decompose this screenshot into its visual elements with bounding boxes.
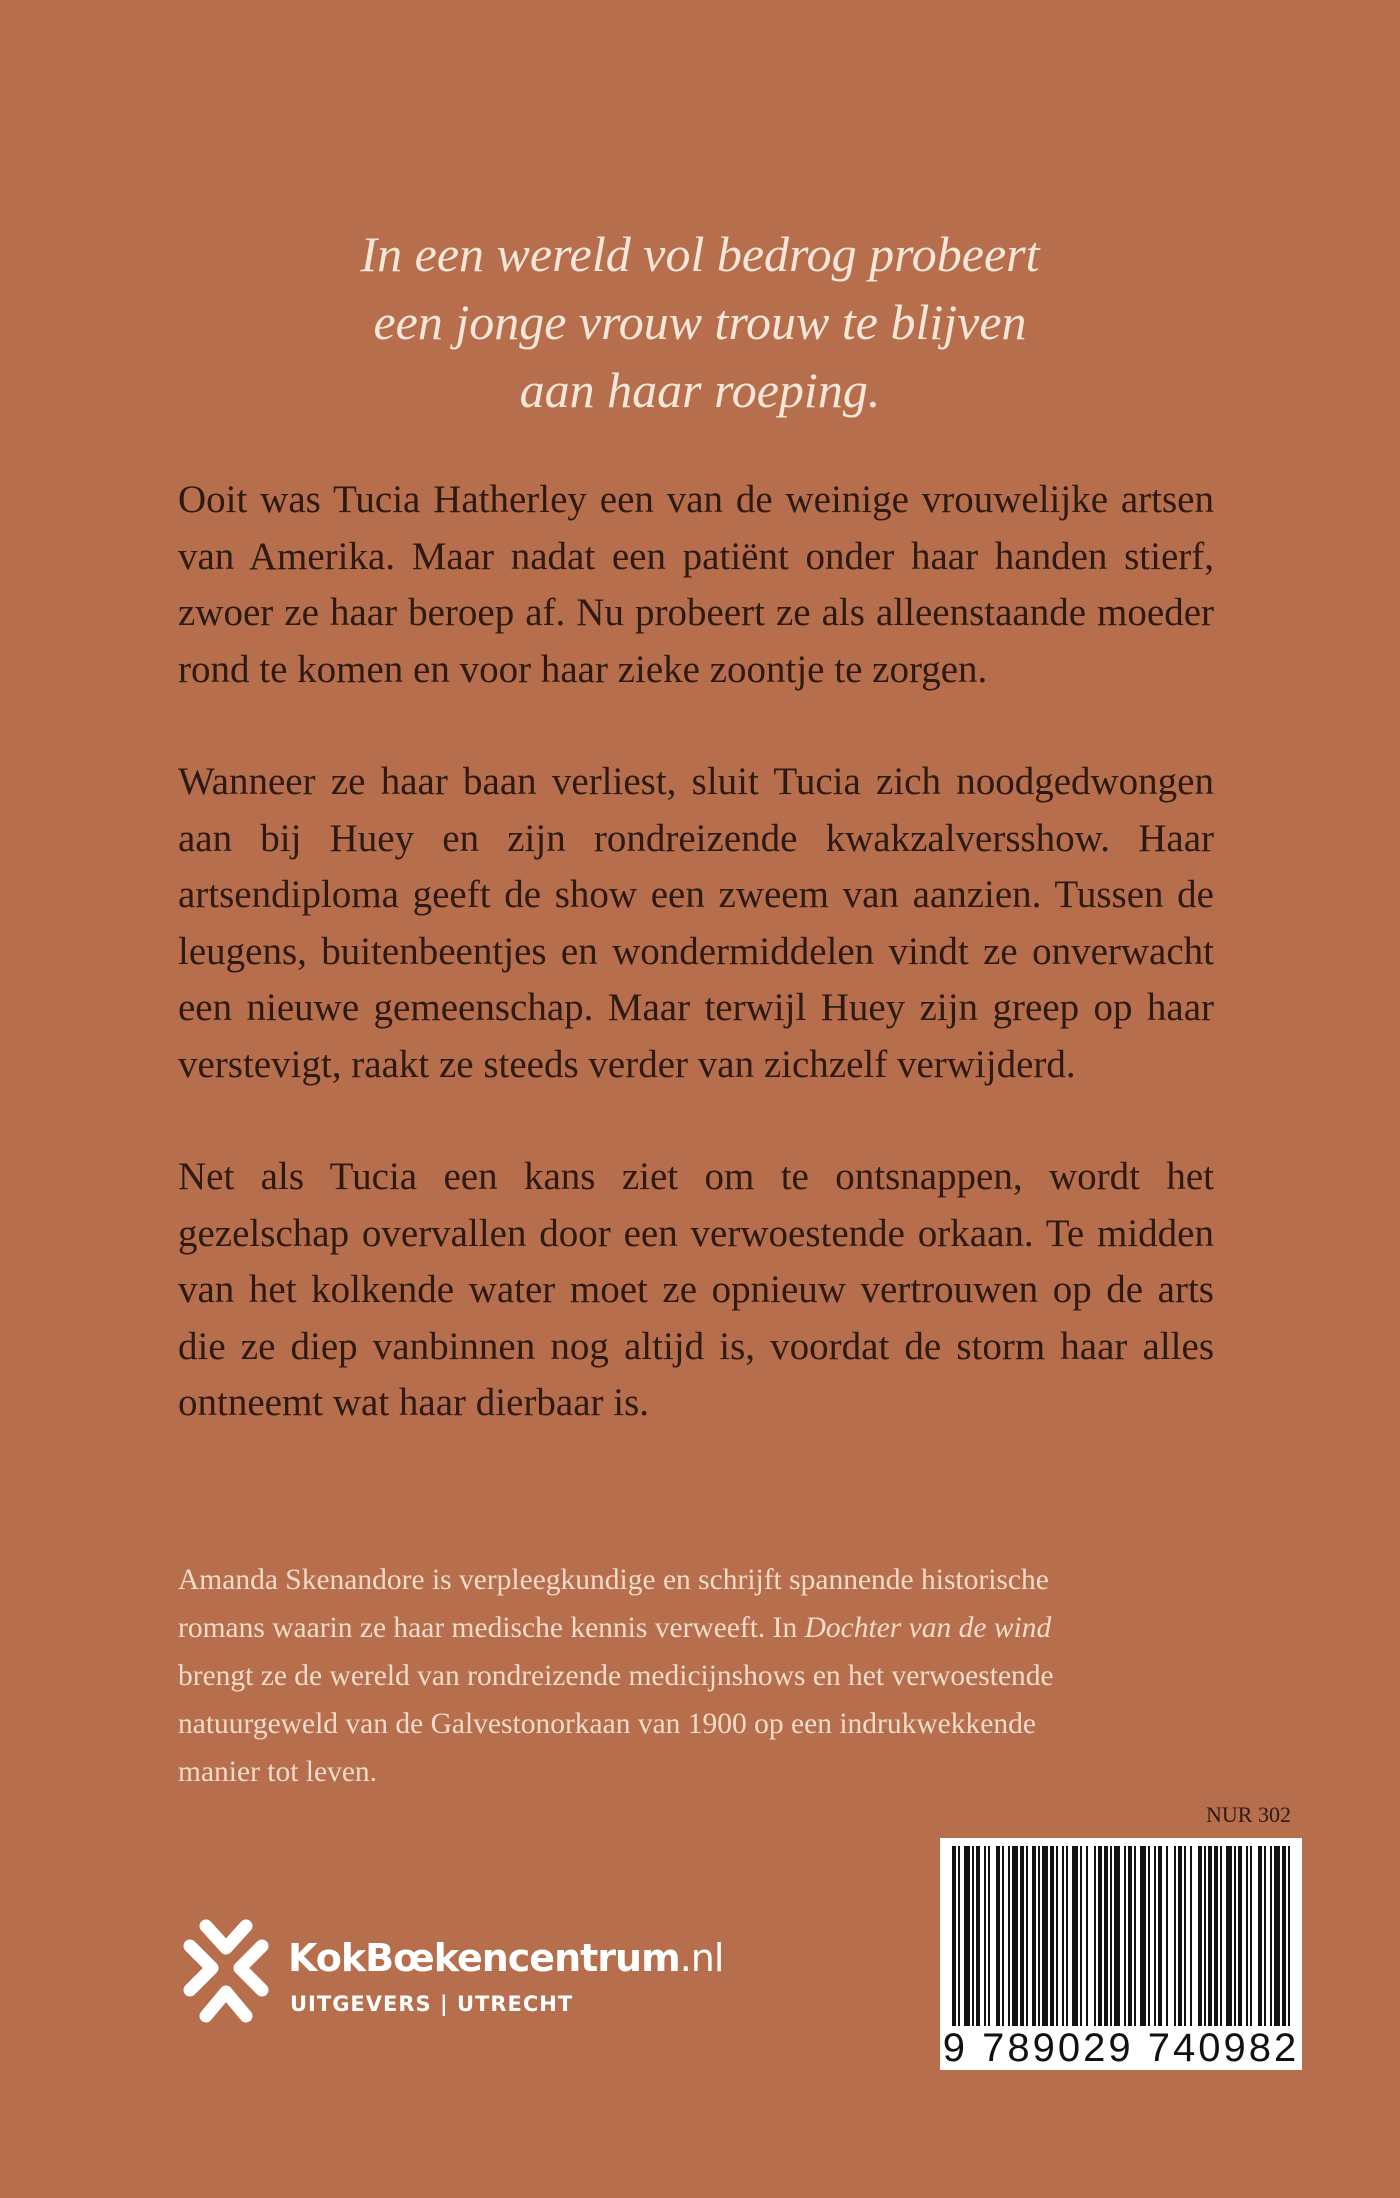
bio-line: brengt ze de wereld van rondreizende medicijnshows en het verwoestende [178,1660,1054,1692]
blurb [178,472,1214,1432]
barcode-bar [1178,1846,1182,2026]
bio-line: natuurgeweld van de Galvestonorkaan van 1900 op een indrukwekkende [178,1708,1036,1740]
barcode-bar [1220,1846,1222,2026]
barcode-bar [1264,1846,1266,2026]
barcode-bar [1190,1846,1192,2026]
tagline-line: In een wereld vol bedrog probeert [360,226,1040,282]
publisher-name-text: KokBœkencentrum [288,1936,680,1980]
barcode-bar [1158,1846,1162,2026]
barcode-bar [988,1846,990,2026]
tagline-line: aan haar roeping. [519,362,881,418]
barcode-bar [1066,1846,1068,2026]
publisher-name [288,1936,723,1980]
barcode-bar [1282,1846,1286,2026]
barcode-bar [1174,1846,1176,2026]
barcode-bar [984,1846,986,2026]
barcode-bar [1238,1846,1242,2026]
publisher-mark-icon [176,1912,276,2032]
barcode-bar [1246,1846,1248,2026]
barcode-bar [1080,1846,1082,2026]
barcode-bar [1086,1846,1088,2026]
barcode-bar [1166,1846,1168,2026]
barcode-bar [1208,1846,1212,2026]
publisher-logo [176,1912,776,2052]
barcode-bar [964,1846,970,2026]
barcode-bar [1038,1846,1040,2026]
barcode-bar [1234,1846,1236,2026]
barcode-bar [1140,1846,1146,2026]
barcode-bar [1098,1846,1102,2026]
barcode-bar [1104,1846,1108,2026]
barcode-bar [1124,1846,1126,2026]
barcode-bar [1184,1846,1186,2026]
barcode-bar [1110,1846,1112,2026]
barcode-bar [1072,1846,1078,2026]
barcode-bar [1026,1846,1028,2026]
barcode-bar [1198,1846,1202,2026]
book-title: Dochter van de wind [804,1612,1052,1644]
barcode-bar [1056,1846,1058,2026]
isbn-barcode [940,1838,1302,2070]
barcode-bar [1002,1846,1004,2026]
barcode-bar [1270,1846,1272,2026]
bio-line: Amanda Skenandore is verpleegkundige en schrijft spannende historische [178,1564,1049,1596]
barcode-bar [996,1846,1000,2026]
barcode-bar [1008,1846,1010,2026]
nur-code: NUR 302 [1206,1802,1291,1827]
barcode-bar [1128,1846,1132,2026]
barcode-bar [1012,1846,1018,2026]
publisher-subtitle: UITGEVERS | UTRECHT [290,1992,574,2016]
tagline [120,220,1280,424]
barcode-bar [972,1846,974,2026]
tagline-line: een jonge vrouw trouw te blijven [373,294,1027,350]
barcode-bar [1148,1846,1150,2026]
barcode-bar [1214,1846,1218,2026]
barcode-bar [1226,1846,1232,2026]
barcode-bar [1258,1846,1262,2026]
barcode-bar [1032,1846,1036,2026]
barcode-bar [1114,1846,1120,2026]
barcode-bar [1042,1846,1048,2026]
barcode-bar [1062,1846,1064,2026]
bio-line: manier tot leven. [178,1756,378,1788]
barcode-bar [1050,1846,1054,2026]
barcode-bar [1094,1846,1096,2026]
bio-line [178,1604,1178,1652]
barcode-bar [976,1846,980,2026]
author-bio [178,1556,1178,1796]
publisher-tld: .nl [679,1936,724,1980]
blurb-paragraph: Wanneer ze haar baan verliest, sluit Tucia zich noodgedwongen aan bij Huey en zijn rondreizende kwakzalversshow. Haar artsendiploma geeft de show een zweem van aanzien. Tussen de leugens, buitenbeentjes en wondermiddelen vindt ze onverwacht een nieuwe gemeenschap. Maar terwijl Huey zijn greep op haar verstevigt, raakt ze steeds verder van zichzelf verwijderd. [178,760,1214,1086]
barcode-bar [1274,1846,1280,2026]
barcode-bar [1204,1846,1206,2026]
blurb-paragraph: Ooit was Tucia Hatherley een van de weinige vrouwelijke artsen van Amerika. Maar nadat een patiënt onder haar handen stierf, zwoer ze haar beroep af. Nu probeert ze als alleenstaande moeder rond te komen en voor haar zieke zoontje te zorgen. [178,478,1214,691]
barcode-bar [1154,1846,1156,2026]
barcode-bar [1020,1846,1024,2026]
barcode-bar [1134,1846,1136,2026]
blurb-paragraph: Net als Tucia een kans ziet om te ontsnappen, wordt het gezelschap overvallen door een verwoestende orkaan. Te midden van het kolkende water moet ze opnieuw vertrouwen op de arts die ze diep vanbinnen nog altijd is, voordat de storm haar alles ontneemt wat haar dierbaar is. [178,1155,1214,1424]
bio-text: romans waarin ze haar medische kennis verweeft. In [178,1612,805,1644]
barcode-bar [1288,1846,1290,2026]
barcode-bar [1250,1846,1252,2026]
barcode-digits: 9 789029 740982 [942,2026,1300,2070]
barcode-bar [958,1846,960,2026]
barcode-bar [952,1846,956,2026]
barcode-bars [950,1846,1292,2026]
